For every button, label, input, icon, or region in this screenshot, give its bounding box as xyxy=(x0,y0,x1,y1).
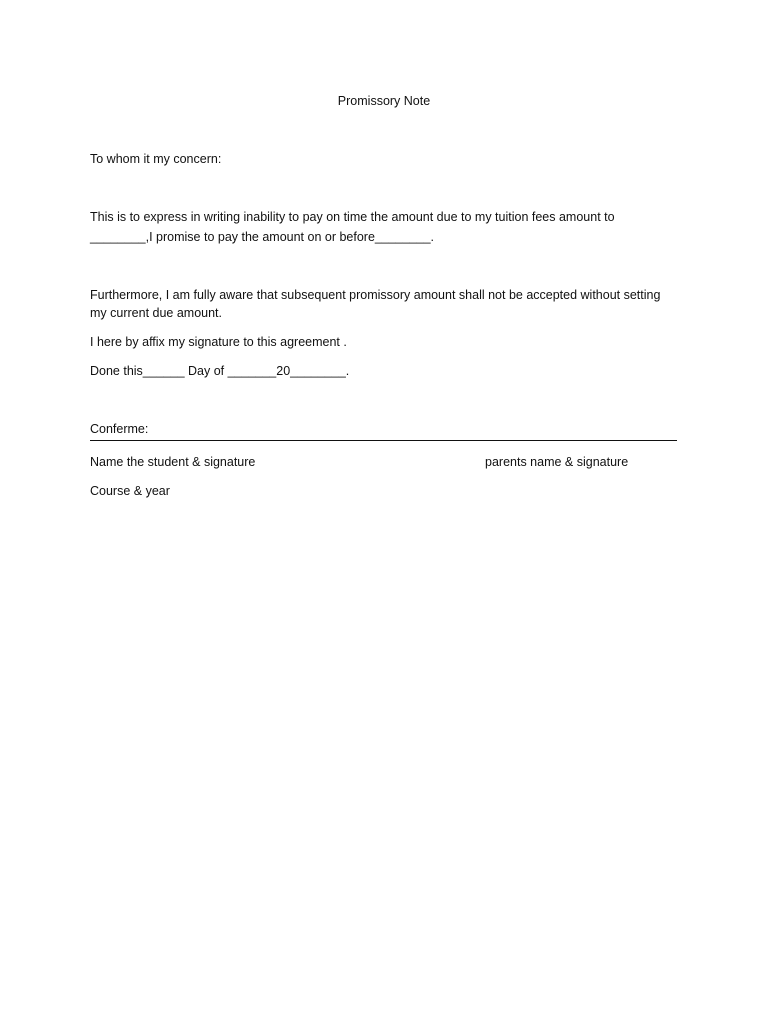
student-signature-label: Name the student & signature xyxy=(90,455,256,469)
course-year-label: Course & year xyxy=(90,484,170,498)
affix-signature-line: I here by affix my signature to this agreement . xyxy=(90,335,347,349)
done-this-line: Done this______ Day of _______20________. xyxy=(90,364,350,378)
paragraph-2-line-1: Furthermore, I am fully aware that subsequent promissory amount shall not be accepted without setting xyxy=(90,288,661,302)
conferme-label: Conferme: xyxy=(90,422,149,436)
paragraph-2-line-2: my current due amount. xyxy=(90,306,223,320)
parents-signature-label: parents name & signature xyxy=(485,455,629,469)
document-title: Promissory Note xyxy=(337,94,431,108)
paragraph-1-line-2: ________,I promise to pay the amount on or before________. xyxy=(90,230,435,244)
paragraph-1-line-1: This is to express in writing inability to pay on time the amount due to my tuition fees amount to xyxy=(90,210,615,224)
salutation: To whom it my concern: xyxy=(90,152,222,166)
signature-divider xyxy=(90,440,677,441)
